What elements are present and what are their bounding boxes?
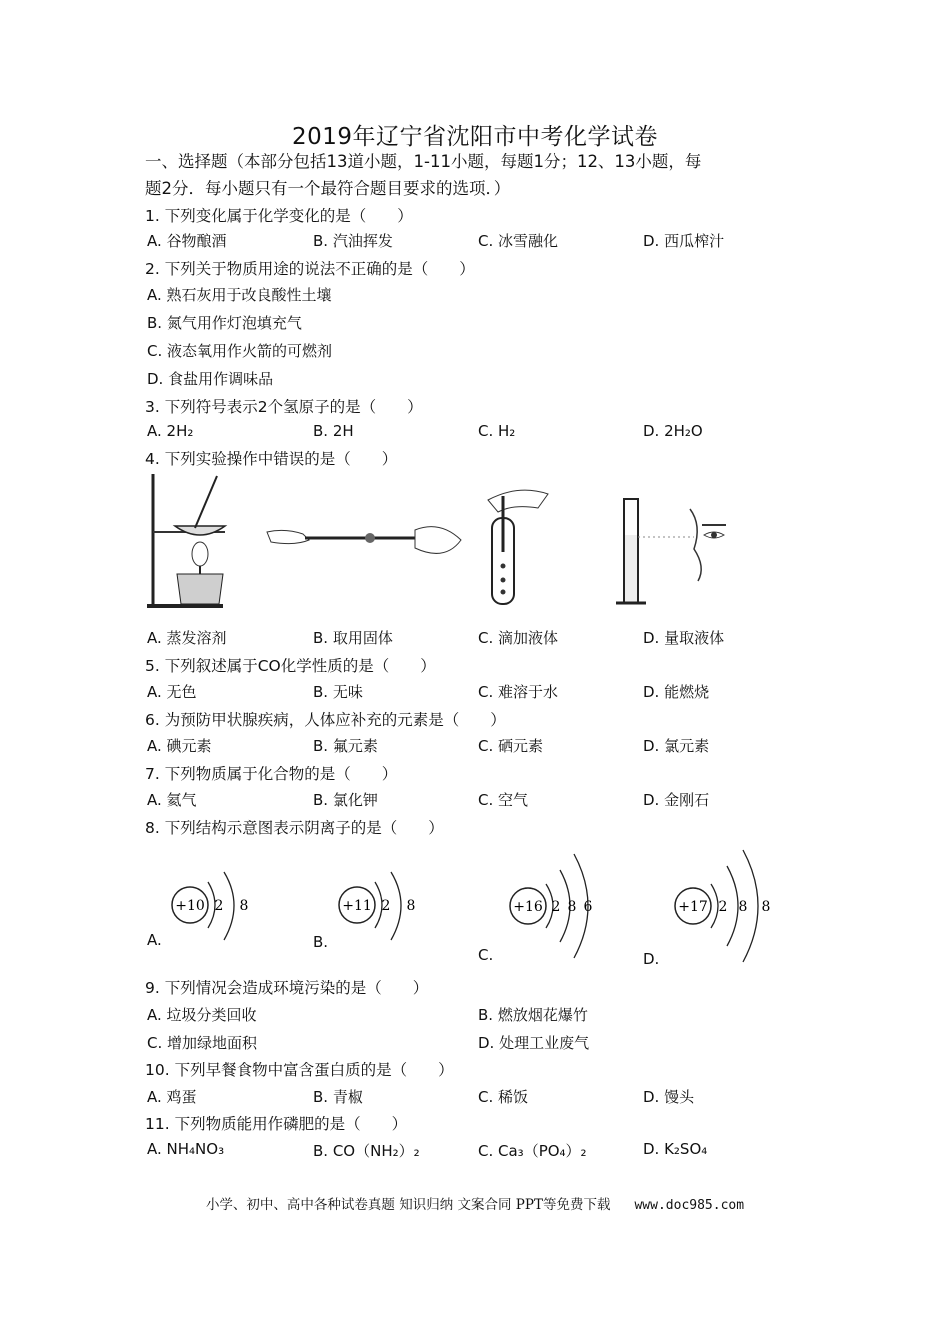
atom-c-shell-1: 2 [551,899,561,915]
question-2-stem: 2. 下列关于物质用途的说法不正确的是（ ） [145,260,475,278]
atom-b-shell-1: 2 [381,898,391,914]
question-10-option-d: D. 馒头 [643,1088,695,1106]
question-8-option-c: C. [478,946,494,964]
atom-a-shell-1: 2 [214,898,224,914]
atom-d-nucleus: +17 [678,899,708,915]
section-heading [145,148,810,202]
question-4-option-c: C. 滴加液体 [478,629,559,647]
atom-d-shell-2: 8 [738,899,748,915]
question-9-option-c: C. 增加绿地面积 [147,1034,258,1052]
question-3-option-d: D. 2H₂O [643,422,703,440]
question-4-option-b: B. 取用固体 [313,629,393,647]
footer-url-link[interactable]: www.doc985.com [634,1198,745,1213]
atom-diagram-b [335,868,425,944]
question-1-stem: 1. 下列变化属于化学变化的是（ ） [145,207,413,225]
question-1-option-c: C. 冰雪融化 [478,232,559,250]
atom-d-shell-3: 8 [761,899,771,915]
question-11-option-c: C. Ca₃（PO₄）₂ [478,1142,587,1160]
question-3-option-a: A. 2H₂ [147,422,194,440]
question-5-stem: 5. 下列叙述属于CO化学性质的是（ ） [145,657,436,675]
question-11-option-a: A. NH₄NO₃ [147,1140,225,1158]
question-2-option-b: B. 氮气用作灯泡填充气 [147,314,302,332]
question-5-option-d: D. 能燃烧 [643,683,710,701]
question-10-option-b: B. 青椒 [313,1088,363,1106]
question-5-option-c: C. 难溶于水 [478,683,559,701]
question-3-stem: 3. 下列符号表示2个氢原子的是（ ） [145,398,423,416]
measuring-cylinder-illustration [610,495,740,610]
question-9-option-a: A. 垃圾分类回收 [147,1006,257,1024]
atom-a-shell-2: 8 [239,898,249,914]
question-9-option-d: D. 处理工业废气 [478,1034,590,1052]
question-5-option-b: B. 无味 [313,683,363,701]
atom-diagram-a [168,868,258,944]
atom-c-nucleus: +16 [513,899,543,915]
question-10-option-c: C. 稀饭 [478,1088,529,1106]
atom-c-shell-3: 6 [583,899,593,915]
atom-diagram-c [506,850,616,962]
question-7-option-b: B. 氯化钾 [313,791,378,809]
question-7-stem: 7. 下列物质属于化合物的是（ ） [145,765,398,783]
question-8-option-d: D. [643,950,660,968]
question-6-stem: 6. 为预防甲状腺疾病，人体应补充的元素是（ ） [145,711,506,729]
question-4-stem: 4. 下列实验操作中错误的是（ ） [145,450,398,468]
question-8-option-b: B. [313,933,329,951]
question-11-option-d: D. K₂SO₄ [643,1140,708,1158]
question-7-option-c: C. 空气 [478,791,529,809]
question-1-option-b: B. 汽油挥发 [313,232,393,250]
question-6-option-b: B. 氟元素 [313,737,378,755]
question-2-option-c: C. 液态氧用作火箭的可燃剂 [147,342,333,360]
atom-a-nucleus: +10 [175,898,205,914]
dropper-illustration [478,482,568,612]
question-7-option-d: D. 金刚石 [643,791,710,809]
question-10-option-a: A. 鸡蛋 [147,1088,197,1106]
question-10-stem: 10. 下列早餐食物中富含蛋白质的是（ ） [145,1061,454,1079]
atom-d-shell-1: 2 [718,899,728,915]
solid-sampling-illustration [265,510,465,570]
atom-diagram-d [671,846,781,964]
question-4-option-d: D. 量取液体 [643,629,725,647]
question-2-option-a: A. 熟石灰用于改良酸性土壤 [147,286,332,304]
page-footer [0,1193,950,1213]
question-11-option-b: B. CO（NH₂）₂ [313,1142,420,1160]
footer-text: 小学、初中、高中各种试卷真题 知识归纳 文案合同 PPT等免费下载 [205,1197,611,1213]
atom-b-shell-2: 8 [406,898,416,914]
question-5-option-a: A. 无色 [147,683,197,701]
question-6-option-c: C. 硒元素 [478,737,544,755]
section-heading-line1: 一、选择题（本部分包括13道小题，1-11小题，每题1分；12、13小题，每 [145,152,702,171]
evaporation-apparatus-illustration [145,470,255,610]
atom-c-shell-2: 8 [567,899,577,915]
question-6-option-d: D. 氯元素 [643,737,710,755]
section-heading-line2: 题2分．每小题只有一个最符合题目要求的选项．） [145,179,511,198]
question-3-option-b: B. 2H [313,422,354,440]
question-7-option-a: A. 氦气 [147,791,197,809]
question-1-option-a: A. 谷物酿酒 [147,232,227,250]
question-9-stem: 9. 下列情况会造成环境污染的是（ ） [145,979,429,997]
question-6-option-a: A. 碘元素 [147,737,212,755]
question-11-stem: 11. 下列物质能用作磷肥的是（ ） [145,1115,408,1133]
question-9-option-b: B. 燃放烟花爆竹 [478,1006,588,1024]
question-8-option-a: A. [147,931,162,949]
question-8-stem: 8. 下列结构示意图表示阴离子的是（ ） [145,819,444,837]
page-title: 2019年辽宁省沈阳市中考化学试卷 [291,124,659,150]
question-4-option-a: A. 蒸发溶剂 [147,629,227,647]
question-3-option-c: C. H₂ [478,422,516,440]
atom-b-nucleus: +11 [342,898,372,914]
question-1-option-d: D. 西瓜榨汁 [643,232,725,250]
question-2-option-d: D. 食盐用作调味品 [147,370,274,388]
